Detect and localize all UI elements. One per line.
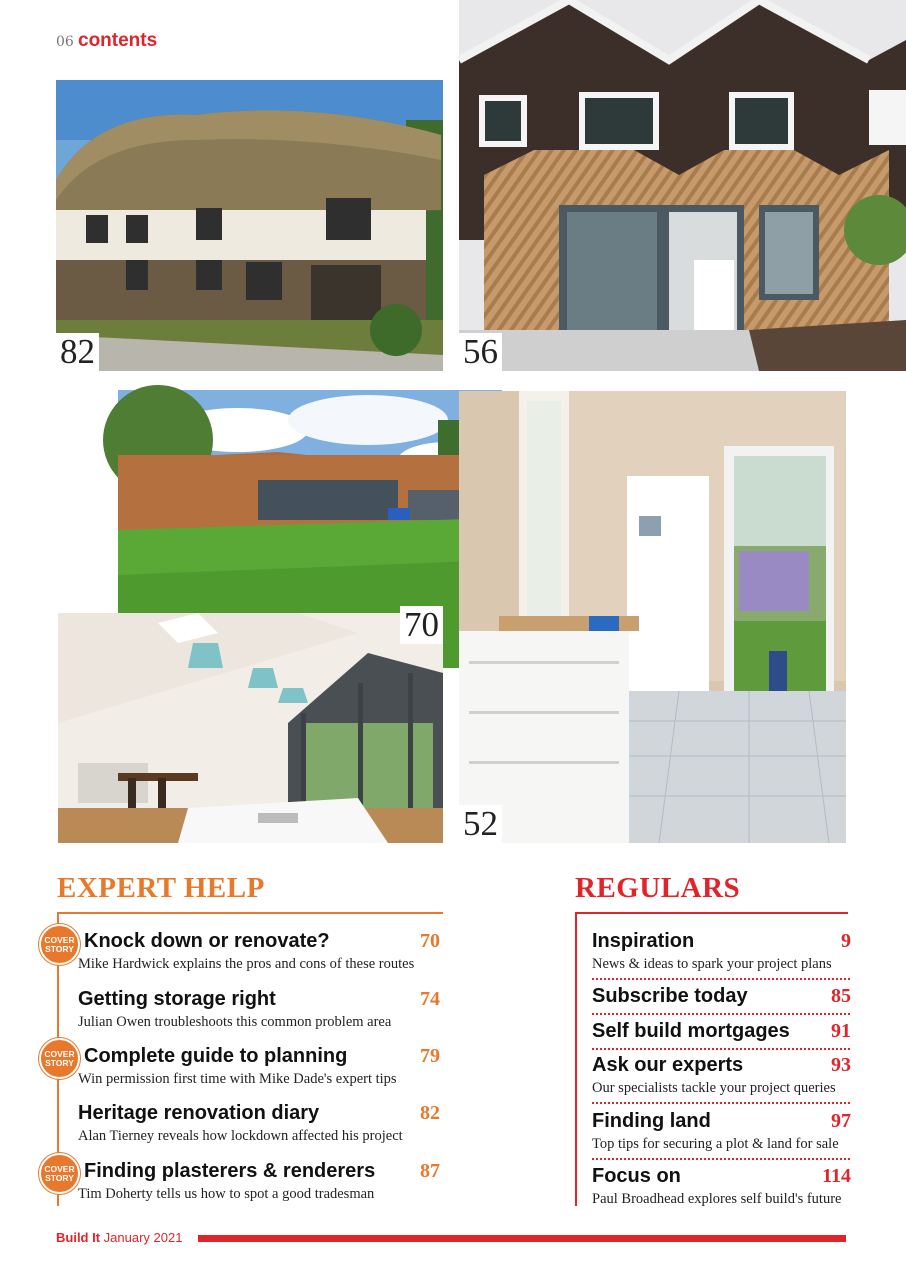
photo-page-number: 82 xyxy=(56,333,99,371)
entry-page: 74 xyxy=(420,988,440,1010)
entry-description: Top tips for securing a plot & land for sale xyxy=(592,1136,839,1152)
entry-description: Alan Tierney reveals how lockdown affected his project xyxy=(78,1128,403,1144)
entry-description: Julian Owen troubleshoots this common problem area xyxy=(78,1014,392,1030)
entry-title: Getting storage right xyxy=(78,988,276,1010)
entry-page: 87 xyxy=(420,1160,440,1182)
entry-description: News & ideas to spark your project plans xyxy=(592,956,832,972)
entry-title: Focus on xyxy=(592,1165,681,1187)
entry-title: Ask our experts xyxy=(592,1054,744,1076)
entry-description: Our specialists tackle your project queries xyxy=(592,1080,836,1096)
entry-description: Mike Hardwick explains the pros and cons of these routes xyxy=(78,956,415,972)
cover-story-badge xyxy=(39,924,80,965)
cover-story-badge xyxy=(39,1153,80,1194)
entry-title: Inspiration xyxy=(592,930,695,952)
badge-line: STORY xyxy=(45,943,74,954)
badge-line: COVER xyxy=(44,1163,75,1174)
entry-title: Finding plasterers & renderers xyxy=(84,1160,376,1182)
regulars-heading: REGULARS xyxy=(575,872,741,904)
entry-page: 70 xyxy=(420,930,440,952)
entry-page: 9 xyxy=(841,930,851,952)
badge-line: STORY xyxy=(45,1057,74,1068)
dotted-divider xyxy=(592,1102,850,1104)
entry-title: Knock down or renovate? xyxy=(84,930,330,952)
badge-line: STORY xyxy=(45,1172,74,1183)
photo-thatched-cottage xyxy=(56,80,443,371)
entry-page: 79 xyxy=(420,1045,440,1067)
entry-title: Complete guide to planning xyxy=(84,1045,348,1067)
badge-line: COVER xyxy=(44,934,75,945)
entry-title: Finding land xyxy=(592,1110,711,1132)
cover-story-badge xyxy=(39,1038,80,1079)
issue-date: January 2021 xyxy=(103,1230,183,1245)
dotted-divider xyxy=(592,1158,850,1160)
expert-help-heading: EXPERT HELP xyxy=(57,872,265,904)
photo-utility-room xyxy=(459,391,846,843)
entry-title: Heritage renovation diary xyxy=(78,1102,320,1124)
entry-description: Win permission first time with Mike Dade's expert tips xyxy=(78,1071,397,1087)
magazine-name: Build It xyxy=(56,1230,101,1245)
regulars-side-rule xyxy=(575,912,577,1206)
badge-line: COVER xyxy=(44,1048,75,1059)
photo-page-number: 52 xyxy=(459,805,502,843)
entry-page: 91 xyxy=(831,1020,851,1042)
dotted-divider xyxy=(592,1048,850,1050)
footer-brand xyxy=(56,1230,182,1245)
dotted-divider xyxy=(592,978,850,980)
entry-page: 93 xyxy=(831,1054,851,1076)
entry-page: 97 xyxy=(831,1110,851,1132)
entry-page: 114 xyxy=(822,1165,851,1187)
photo-open-plan-kitchen xyxy=(58,613,443,843)
entry-page: 85 xyxy=(831,985,851,1007)
entry-description: Paul Broadhead explores self build's future xyxy=(592,1191,842,1207)
footer-bar xyxy=(198,1235,846,1242)
photo-page-number: 70 xyxy=(400,606,443,644)
page-number: 06 xyxy=(56,34,74,50)
expert-help-rule xyxy=(57,912,443,914)
entry-title: Self build mortgages xyxy=(592,1020,790,1042)
dotted-divider xyxy=(592,1013,850,1015)
entry-description: Tim Doherty tells us how to spot a good tradesman xyxy=(78,1186,375,1202)
photo-timber-extension xyxy=(459,0,906,371)
regulars-rule xyxy=(575,912,848,914)
entry-page: 82 xyxy=(420,1102,440,1124)
page-title: contents xyxy=(78,30,158,51)
entry-title: Subscribe today xyxy=(592,985,748,1007)
photo-page-number: 56 xyxy=(459,333,502,371)
